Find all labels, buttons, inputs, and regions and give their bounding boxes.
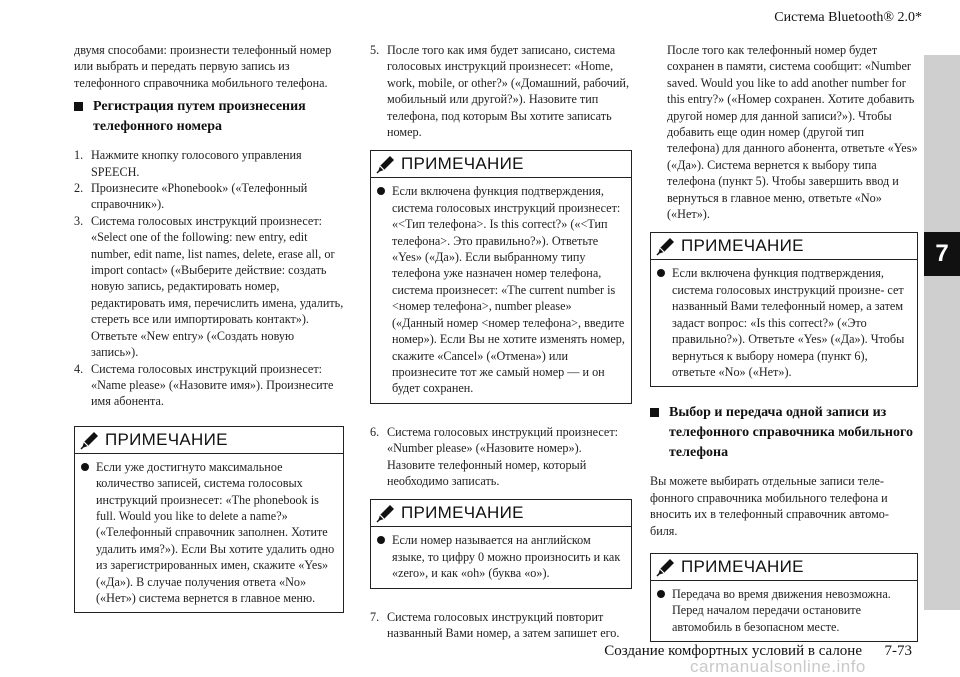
step-item: 5. После того как имя будет записано, система голосовых инструкций произнесет: «Home, work, mobile, or other?» («Домашний, рабочий, мобильный или другой?»). Назовите тип телефона, под которым Вы хотите записать номер. bbox=[370, 43, 629, 140]
square-bullet-icon bbox=[74, 102, 83, 111]
step-item: 2. Произнесите «Phonebook» («Телефонный справочник»). bbox=[74, 181, 308, 212]
page-number: 7-73 bbox=[884, 643, 912, 659]
step-item: 6. Система голосовых инструкций произнесет: «Number please» («Назовите номер»). Назовите телефонный номер, который необходимо записать. bbox=[370, 424, 619, 488]
transfer-paragraph: Вы можете выбирать отдельные записи теле- фонного справочника мобильного телефона и вносить их в телефонный справочник автомо- биля. bbox=[650, 474, 889, 538]
pencil-note-icon bbox=[655, 235, 677, 257]
note-box: ПРИМЕЧАНИЕ Если включена функция подтверждения, система голосовых инструкций произнесет: «<Тип телефона>. Is this correct?» («<Тип телефона>. Это правильно?»). Ответьте «Yes» («Да»). Если выбранному типу телефона уже назначен номер телефона, система произнесет: «The current number is <номер телефона>, number please» («Данный номер <номер телефона>, введите номер»). Если Вы не хотите изменять номер, скажите «Cancel» («Отмена») или произнесите тот же самый номер — и он будет сохранен. bbox=[370, 150, 632, 403]
step-item: 3. Система голосовых инструкций произнесет: «Select one of the following: new entry, edit number, edit name, list names, delete, erase all, or import contact» («Выберите действие: создать новую запись, редактировать номер, редактировать имя, перечислить имена, удалить, стереть все или импортировать контакт»). Ответьте «New entry» («Создать новую запись»). bbox=[74, 213, 344, 360]
note-header: ПРИМЕЧАНИЕ bbox=[75, 427, 343, 454]
bullet-dot-icon bbox=[81, 463, 89, 471]
note-header: ПРИМЕЧАНИЕ bbox=[371, 500, 631, 527]
column-3 bbox=[650, 42, 918, 652]
step-item: 1. Нажмите кнопку голосового управления SPEECH. bbox=[74, 148, 302, 179]
chapter-side-strip bbox=[924, 55, 960, 610]
pencil-note-icon bbox=[79, 429, 101, 451]
steps-list bbox=[74, 147, 344, 410]
bullet-dot-icon bbox=[377, 536, 385, 544]
watermark: carmanualsonline.info bbox=[690, 657, 866, 676]
intro-paragraph: двумя способами: произнести телефонный номер или выбрать и передать первую запись из телефонного справочника мобильного телефона. bbox=[74, 43, 332, 90]
page-header: Система Bluetooth® 2.0* bbox=[774, 10, 922, 25]
chapter-tab: 7 bbox=[924, 232, 960, 276]
pencil-note-icon bbox=[375, 153, 397, 175]
step-item: 4. Система голосовых инструкций произнесет: «Name please» («Назовите имя»). Произнесите имя абонента. bbox=[74, 361, 334, 409]
continuation-paragraph: После того как телефонный номер будет сохранен в памяти, система сообщит: «Number saved. Would you like to add another number for this entry?» («Номер сохранен. Хотите добавить другой номер для данной записи?»). Чтобы добавить еще один номер (другой тип телефона) для данного абонента, ответьте «Yes» («Да»). Система вернется к выбору типа телефона (пункт 5). Чтобы завершить ввод и вернуться в главное меню, ответьте «No» («Нет»). bbox=[667, 43, 918, 222]
step-item: 7. Система голосовых инструкций повторит названный Вами номер, а затем запишет его. bbox=[370, 609, 620, 640]
note-box: ПРИМЕЧАНИЕ Если включена функция подтверждения, система голосовых инструкций произне- сет названный Вами телефонный номер, а затем задаст вопрос: «Is this correct?» («Это правильно?»). Ответьте «Yes» («Да»). Чтобы вернуться к выбору номера (пункт 6), ответьте «No» («Нет»). bbox=[650, 232, 918, 387]
pencil-note-icon bbox=[655, 556, 677, 578]
bullet-dot-icon bbox=[657, 590, 665, 598]
section-title-phonebook-transfer: Выбор и передача одной записи из телефонного справочника мобильного телефона bbox=[650, 403, 918, 463]
note-box: ПРИМЕЧАНИЕ Передача во время движения невозможна. Перед началом передачи остановите автомобиль в безопасном месте. bbox=[650, 553, 918, 642]
note-header: ПРИМЕЧАНИЕ bbox=[651, 233, 917, 260]
column-2 bbox=[370, 42, 632, 641]
square-bullet-icon bbox=[650, 408, 659, 417]
pencil-note-icon bbox=[375, 502, 397, 524]
bullet-dot-icon bbox=[657, 269, 665, 277]
note-box: ПРИМЕЧАНИЕ Если номер называется на английском языке, то цифру 0 можно произносить и как «zero», и как «oh» (буква «o»). bbox=[370, 499, 632, 588]
note-header: ПРИМЕЧАНИЕ bbox=[651, 554, 917, 581]
column-1 bbox=[74, 42, 344, 623]
bullet-dot-icon bbox=[377, 187, 385, 195]
note-header: ПРИМЕЧАНИЕ bbox=[371, 151, 631, 178]
note-box: ПРИМЕЧАНИЕ Если уже достигнуто максимальное количество записей, система голосовых инструкций произнесет: «The phonebook is full. Would you like to delete a name?» («Телефонный справочник заполнен. Хотите удалить имя?»). Если Вы хотите удалить одно из зарегистрированных имен, скажите «Yes» («Да»). В случае получения ответа «No» («Нет») система вернется в главное меню. bbox=[74, 426, 344, 614]
section-title-voice-registration: Регистрация путем произнесения телефонного номера bbox=[74, 97, 344, 137]
footer-section: Создание комфортных условий в салоне bbox=[604, 643, 862, 659]
